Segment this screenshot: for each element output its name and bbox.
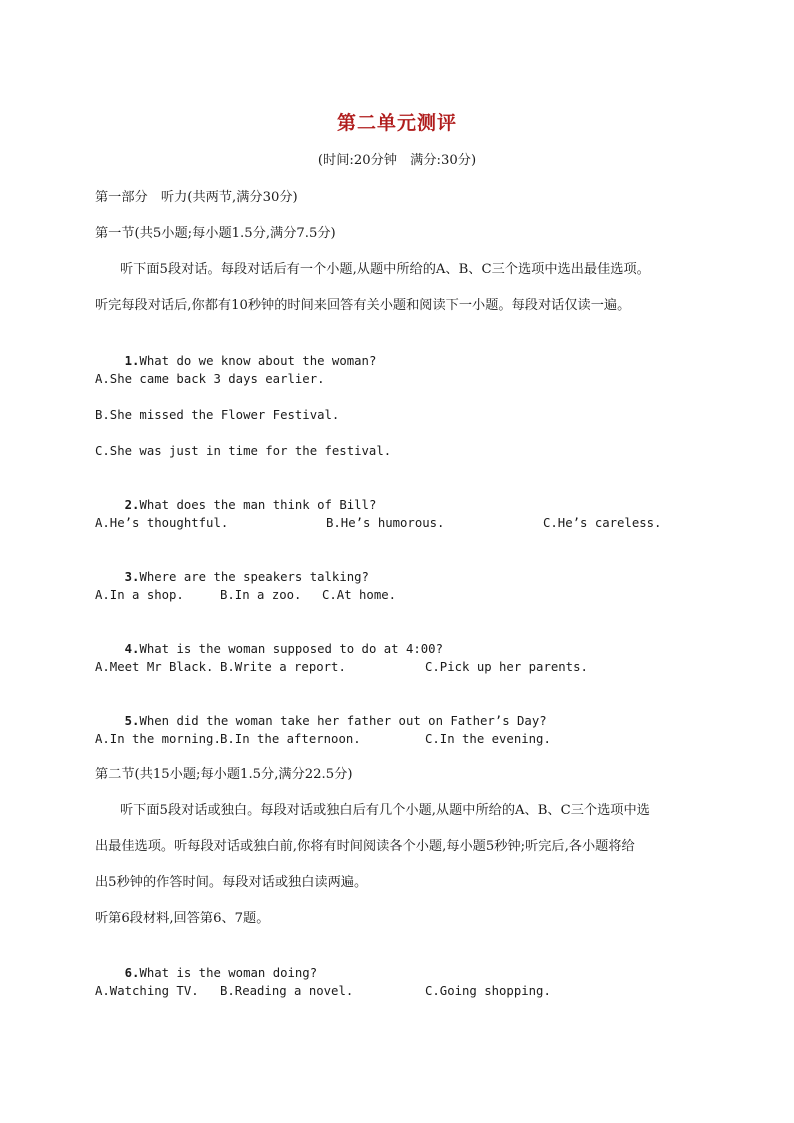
question-number: 6. [124,966,140,980]
section1-intro-line1: 听下面5段对话。每段对话后有一个小题,从题中所给的A、B、C三个选项中选出最佳选项。 [120,262,650,277]
q2-option-b: B.He’s humorous. [326,516,445,530]
question-text: When did the woman take her father out on Father’s Day? [139,714,547,728]
q2-option-a: A.He’s thoughtful. [95,516,229,530]
q5-option-a: A.In the morning. [95,732,221,746]
question-number: 4. [124,642,140,656]
q4-option-a: A.Meet Mr Black. [95,660,214,674]
q4-option-b: B.Write a report. [220,660,346,674]
q3-option-a: A.In a shop. [95,588,184,602]
question-number: 1. [124,354,140,368]
q3-option-c: C.At home. [322,588,397,602]
q5-option-c: C.In the evening. [425,732,551,746]
section2-intro-line3: 出5秒钟的作答时间。每段对话或独白读两遍。 [95,875,368,890]
question-text: Where are the speakers talking? [139,570,369,584]
material-6-instruction: 听第6段材料,回答第6、7题。 [95,911,270,926]
page-subtitle: (时间:20分钟 满分:30分) [317,153,477,168]
q2-option-c: C.He’s careless. [543,516,662,530]
page-title: 第二单元测评 [336,112,457,134]
question-number: 3. [124,570,140,584]
q1-option-b: B.She missed the Flower Festival. [95,408,340,422]
q6-option-a: A.Watching TV. [95,984,199,998]
section2-heading: 第二节(共15小题;每小题1.5分,满分22.5分) [95,767,353,782]
q1-option-a: A.She came back 3 days earlier. [95,372,325,386]
question-text: What does the man think of Bill? [139,498,377,512]
question-number: 2. [124,498,140,512]
q3-option-b: B.In a zoo. [220,588,302,602]
q5-option-b: B.In the afternoon. [220,732,361,746]
section1-intro-line2: 听完每段对话后,你都有10秒钟的时间来回答有关小题和阅读下一小题。每段对话仅读一遍。 [95,298,631,313]
section2-intro-line1: 听下面5段对话或独白。每段对话或独白后有几个小题,从题中所给的A、B、C三个选项中选 [120,803,650,818]
q4-option-c: C.Pick up her parents. [425,660,588,674]
section1-heading: 第一节(共5小题;每小题1.5分,满分7.5分) [95,226,336,241]
question-number: 5. [124,714,140,728]
question-text: What is the woman doing? [139,966,318,980]
question-text: What do we know about the woman? [139,354,377,368]
part-heading: 第一部分 听力(共两节,满分30分) [95,190,298,205]
section2-intro-line2: 出最佳选项。听每段对话或独白前,你将有时间阅读各个小题,每小题5秒钟;听完后,各小题将给 [95,839,635,854]
question-text: What is the woman supposed to do at 4:00? [139,642,443,656]
q6-option-c: C.Going shopping. [425,984,551,998]
q1-option-c: C.She was just in time for the festival. [95,444,392,458]
q6-option-b: B.Reading a novel. [220,984,354,998]
